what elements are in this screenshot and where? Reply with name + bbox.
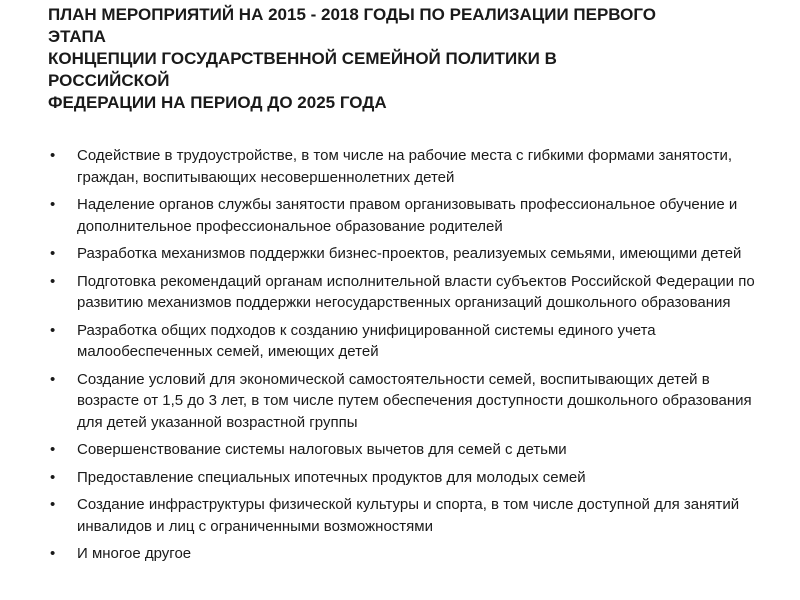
- bullet-item: [48, 439, 760, 461]
- bullet-item: [48, 271, 760, 314]
- bullet-icon: •: [50, 545, 56, 562]
- bullet-item: [48, 467, 760, 489]
- bullet-text: Подготовка рекомендаций органам исполнительной власти субъектов Российской Федерации по развитию механизмов поддержки негосударственных организаций дошкольного образования: [77, 272, 755, 311]
- bullet-text: Совершенствование системы налоговых вычетов для семей с детьми: [77, 441, 567, 458]
- bullet-list: [48, 145, 760, 571]
- slide-title: [48, 4, 768, 114]
- bullet-item: [48, 494, 760, 537]
- bullet-icon: •: [50, 321, 56, 339]
- bullet-icon: •: [50, 370, 56, 388]
- slide-title-line: ПЛАН МЕРОПРИЯТИЙ НА 2015 - 2018 ГОДЫ ПО РЕАЛИЗАЦИИ ПЕРВОГО: [48, 5, 657, 24]
- bullet-text: Создание инфраструктуры физической культуры и спорта, в том числе доступной для занятий инвалидов и лиц с ограниченными возможностями: [77, 496, 740, 535]
- bullet-text: Разработка механизмов поддержки бизнес-проектов, реализуемых семьями, имеющими детей: [77, 245, 742, 262]
- bullet-item: [48, 543, 760, 565]
- bullet-item: [48, 145, 760, 188]
- bullet-icon: •: [50, 196, 56, 213]
- slide-title-line: КОНЦЕПЦИИ ГОСУДАРСТВЕННОЙ СЕМЕЙНОЙ ПОЛИТИКИ В: [48, 49, 557, 68]
- bullet-item: [48, 369, 760, 434]
- bullet-icon: •: [50, 245, 56, 262]
- bullet-text: Создание условий для экономической самостоятельности семей, воспитывающих детей в возрасте от 1,5 до 3 лет, в том числе путем обеспечения доступности дошкольного образования для детей указанной возрастной группы: [77, 370, 752, 431]
- bullet-item: [48, 243, 760, 265]
- bullet-text: Предоставление специальных ипотечных продуктов для молодых семей: [77, 468, 586, 486]
- bullet-item: [48, 194, 760, 237]
- bullet-text: И многое другое: [77, 545, 192, 562]
- bullet-icon: •: [50, 468, 56, 486]
- slide-title-line: РОССИЙСКОЙ: [48, 71, 170, 90]
- bullet-icon: •: [50, 147, 56, 164]
- bullet-icon: •: [50, 272, 56, 290]
- bullet-text: Содействие в трудоустройстве, в том числе на рабочие места с гибкими формами занятости, граждан, воспитывающих несовершеннолетних детей: [77, 147, 733, 186]
- bullet-text: Разработка общих подходов к созданию унифицированной системы единого учета малообеспеченных семей, имеющих детей: [77, 321, 656, 360]
- slide-title-line: ЭТАПА: [48, 27, 106, 46]
- bullet-item: [48, 320, 760, 363]
- bullet-text: Наделение органов службы занятости правом организовывать профессиональное обучение и дополнительное профессиональное образование родителей: [77, 196, 738, 235]
- bullet-icon: •: [50, 496, 56, 513]
- bullet-icon: •: [50, 441, 56, 458]
- slide-title-line: ФЕДЕРАЦИИ НА ПЕРИОД ДО 2025 ГОДА: [48, 93, 387, 112]
